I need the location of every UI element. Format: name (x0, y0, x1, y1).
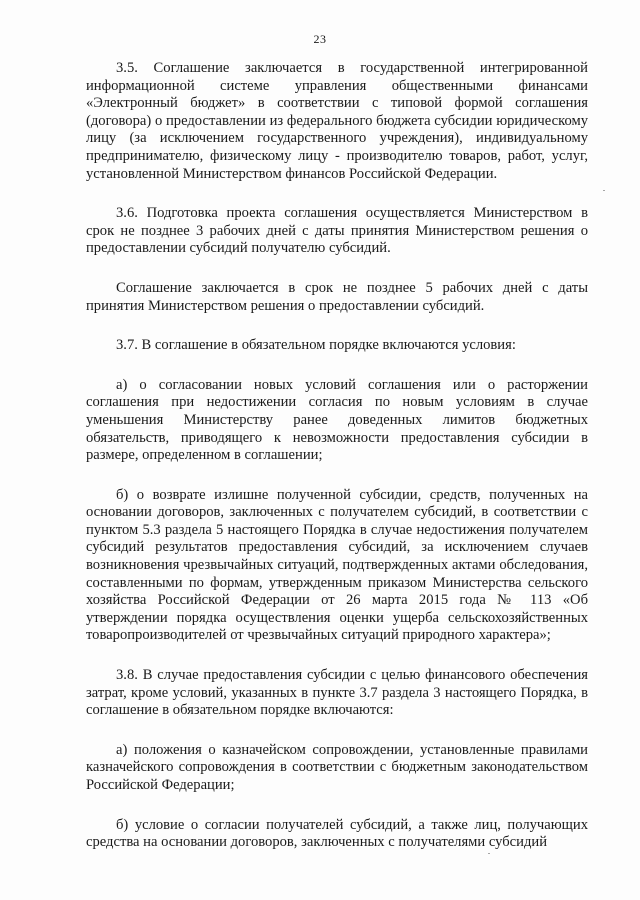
paragraph-3-6-agreement-term: Соглашение заключается в срок не позднее 5 рабочих дней с даты принятия Министерством решения о предоставлении субсидий. (86, 279, 588, 314)
paragraph-3-6: 3.6. Подготовка проекта соглашения осуществляется Министерством в срок не позднее 3 рабочих дней с даты принятия Министерством решения о предоставлении субсидий получателю субсидий. (86, 205, 588, 257)
scan-speck (488, 853, 490, 854)
document-body (86, 60, 588, 874)
paragraph-3-8-b: б) условие о согласии получателей субсидий, а также лиц, получающих средства на основании договоров, заключенных с получателями субсидий (86, 816, 588, 851)
scan-speck (603, 190, 605, 191)
paragraph-3-8-a: а) положения о казначейском сопровождении, установленные правилами казначейского сопровождения в соответствии с бюджетным законодательством Российской Федерации; (86, 741, 588, 793)
paragraph-3-5: 3.5. Соглашение заключается в государственной интегрированной информационной системе управления общественными финансами «Электронный бюджет» в соответствии с типовой формой соглашения (договора) о предоставлении из федерального бюджета субсидии юридическому лицу (за исключением государственного учреждения), индивидуальному предпринимателю, физическому лицу - производителю товаров, работ, услуг, установленной Министерством финансов Российской Федерации. (86, 60, 588, 182)
paragraph-3-7-a: а) о согласовании новых условий соглашения или о расторжении соглашения при недостижении согласия по новым условиям в случае уменьшения Министерству ранее доведенных лимитов бюджетных обязательств, приводящего к невозможности предоставления субсидии в размере, определенном в соглашении; (86, 376, 588, 464)
paragraph-3-7: 3.7. В соглашение в обязательном порядке включаются условия: (116, 337, 516, 354)
paragraph-3-8: 3.8. В случае предоставления субсидии с целью финансового обеспечения затрат, кроме условий, указанных в пункте 3.7 раздела 3 настоящего Порядка, в соглашение в обязательном порядке включаются: (86, 667, 588, 719)
paragraph-3-7-b: б) о возврате излишне полученной субсидии, средств, полученных на основании договоров, заключенных с получателем субсидий, в соответствии с пунктом 5.3 раздела 5 настоящего Порядка в случае недостижения получателем субсидий результатов предоставления субсидий, за исключением случаев возникновения чрезвычайных ситуаций, подтвержденных актами обследования, составленными по формам, утвержденным приказом Министерства сельского хозяйства Российской Федерации от 26 марта 2015 года № 113 «Об утверждении порядка осуществления оценки ущерба сельскохозяйственных товаропроизводителей от чрезвычайных ситуаций природного характера»; (86, 486, 588, 644)
page-number: 23 (313, 32, 327, 46)
